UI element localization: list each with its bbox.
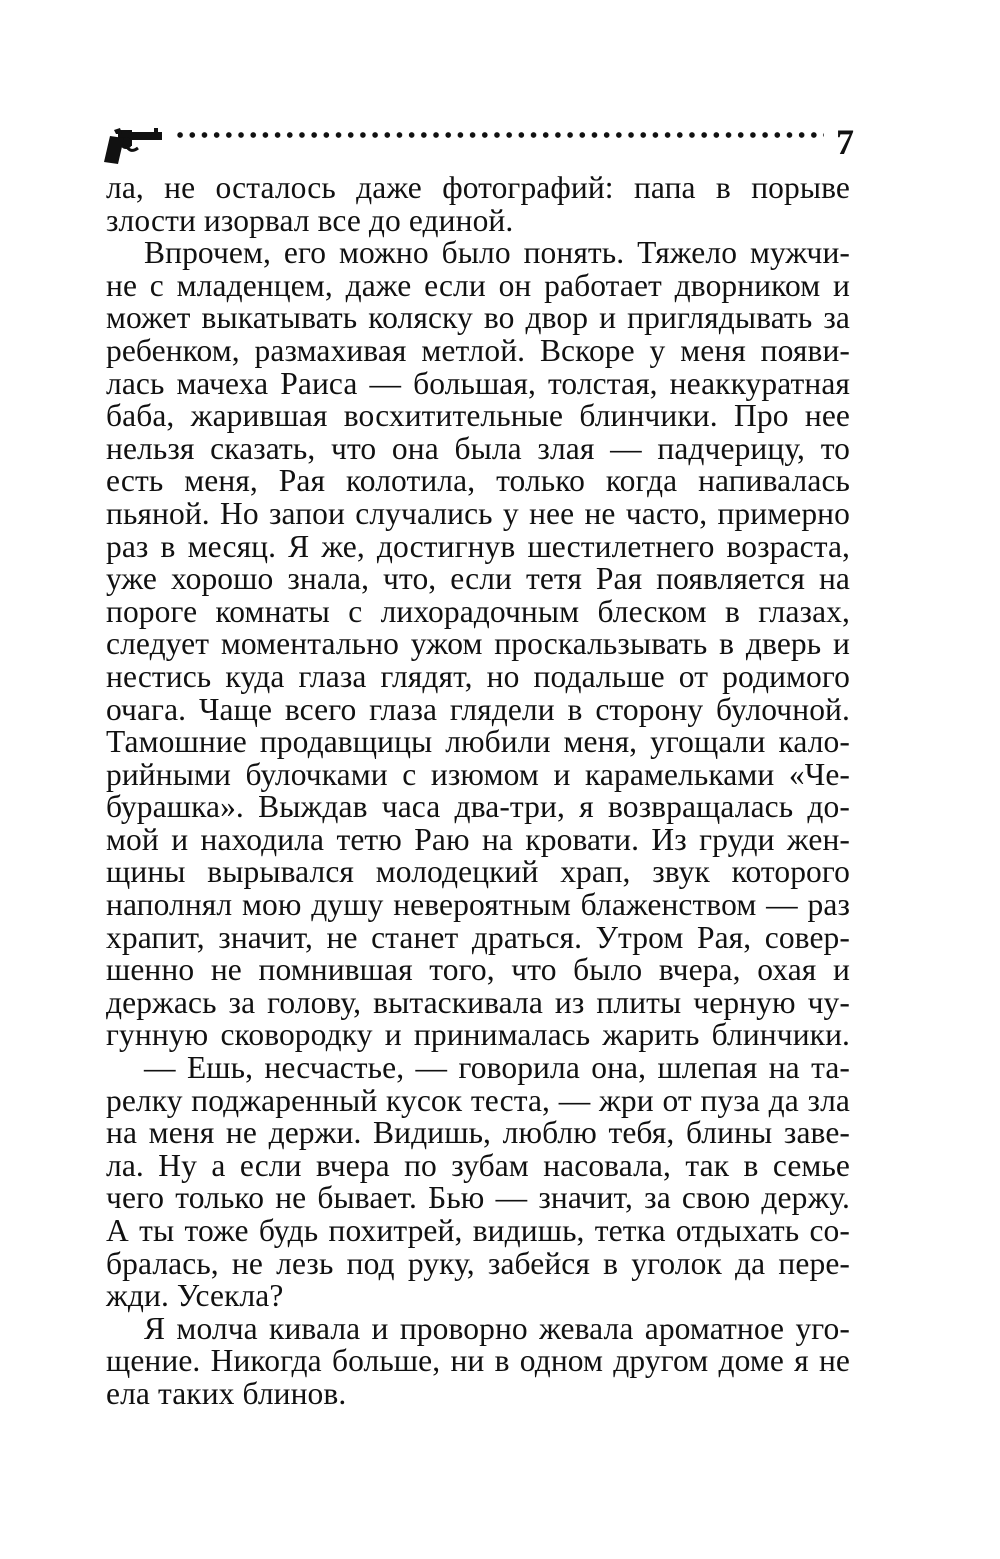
text-line: баба, жарившая восхитительные блинчики. Про нее	[106, 398, 850, 434]
revolver-icon	[104, 126, 162, 166]
text-line: Тамошние продавщицы любили меня, угощали кало-	[106, 724, 850, 760]
text-line: уже хорошо знала, что, если тетя Рая появляется на	[106, 561, 850, 597]
text-line: очага. Чаще всего глаза глядели в сторону булочной.	[106, 691, 850, 727]
text-line: Я молча кивала и проворно жевала ароматное уго-	[144, 1310, 850, 1346]
page-number: 7	[836, 122, 854, 162]
running-header	[104, 122, 854, 170]
text-line: пороге комнаты с лихорадочным блеском в глазах,	[106, 593, 850, 629]
text-line: пьяной. Но запои случались у нее не часто, примерно	[106, 495, 850, 531]
text-line: держась за голову, вытаскивала из плиты черную чу-	[106, 984, 850, 1020]
text-line: наполнял мою душу невероятным блаженством — раз	[106, 887, 850, 923]
text-line: злости изорвал все до единой.	[106, 202, 514, 238]
text-line: щение. Никогда больше, ни в одном другом доме я не	[106, 1343, 850, 1379]
text-line: есть меня, Рая колотила, только когда напивалась	[106, 463, 850, 499]
text-line: бралась, не лезь под руку, забейся в уголок да пере-	[106, 1245, 850, 1281]
text-line: мой и находила тетю Раю на кровати. Из груди жен-	[106, 821, 850, 857]
text-line: Впрочем, его можно было понять. Тяжело мужчи-	[144, 235, 850, 271]
text-line: шенно не помнившая того, что было вчера, охая и	[106, 952, 850, 988]
text-line: лась мачеха Раиса — большая, толстая, неаккуратная	[106, 365, 850, 401]
dotted-leader	[174, 128, 824, 142]
text-line: жди. Усекла?	[106, 1278, 284, 1314]
text-line: храпит, значит, не станет драться. Утром Рая, совер-	[106, 919, 850, 955]
text-line: релку поджаренный кусок теста, — жри от пуза да зла	[106, 1082, 850, 1118]
text-line: чего только не бывает. Бью — значит, за свою держу.	[106, 1180, 850, 1216]
text-line: не с младенцем, даже если он работает дворником и	[106, 267, 850, 303]
text-line: раз в месяц. Я же, достигнув шестилетнего возраста,	[106, 528, 850, 564]
text-line: ла, не осталось даже фотографий: папа в порыве	[106, 170, 850, 205]
text-line: — Ешь, несчастье, — говорила она, шлепая на та-	[144, 1050, 850, 1086]
text-line: ела таких блинов.	[106, 1375, 347, 1411]
text-line: нестись куда глаза глядят, но подальше от родимого	[106, 658, 850, 694]
body-text	[106, 172, 850, 1411]
text-line: следует моментально ужом проскальзывать в дверь и	[106, 626, 850, 662]
text-line: щины вырывался молодецкий храп, звук которого	[106, 854, 850, 890]
text-line: может выкатывать коляску во двор и приглядывать за	[106, 300, 850, 336]
text-line: на меня не держи. Видишь, люблю тебя, блины заве-	[106, 1115, 850, 1151]
text-line: бурашка». Выждав часа два-три, я возвращалась до-	[106, 789, 850, 825]
text-line: нельзя сказать, что она была злая — падчерицу, то	[106, 430, 850, 466]
text-line: гунную сковородку и принималась жарить блинчики.	[106, 1017, 850, 1053]
text-line: ребенком, размахивая метлой. Вскоре у меня появи-	[106, 332, 850, 368]
text-line: А ты тоже будь похитрей, видишь, тетка отдыхать со-	[106, 1213, 850, 1248]
text-line: ла. Ну а если вчера по зубам насовала, так в семье	[106, 1147, 850, 1183]
text-line: рийными булочками с изюмом и карамельками «Че-	[106, 756, 850, 792]
